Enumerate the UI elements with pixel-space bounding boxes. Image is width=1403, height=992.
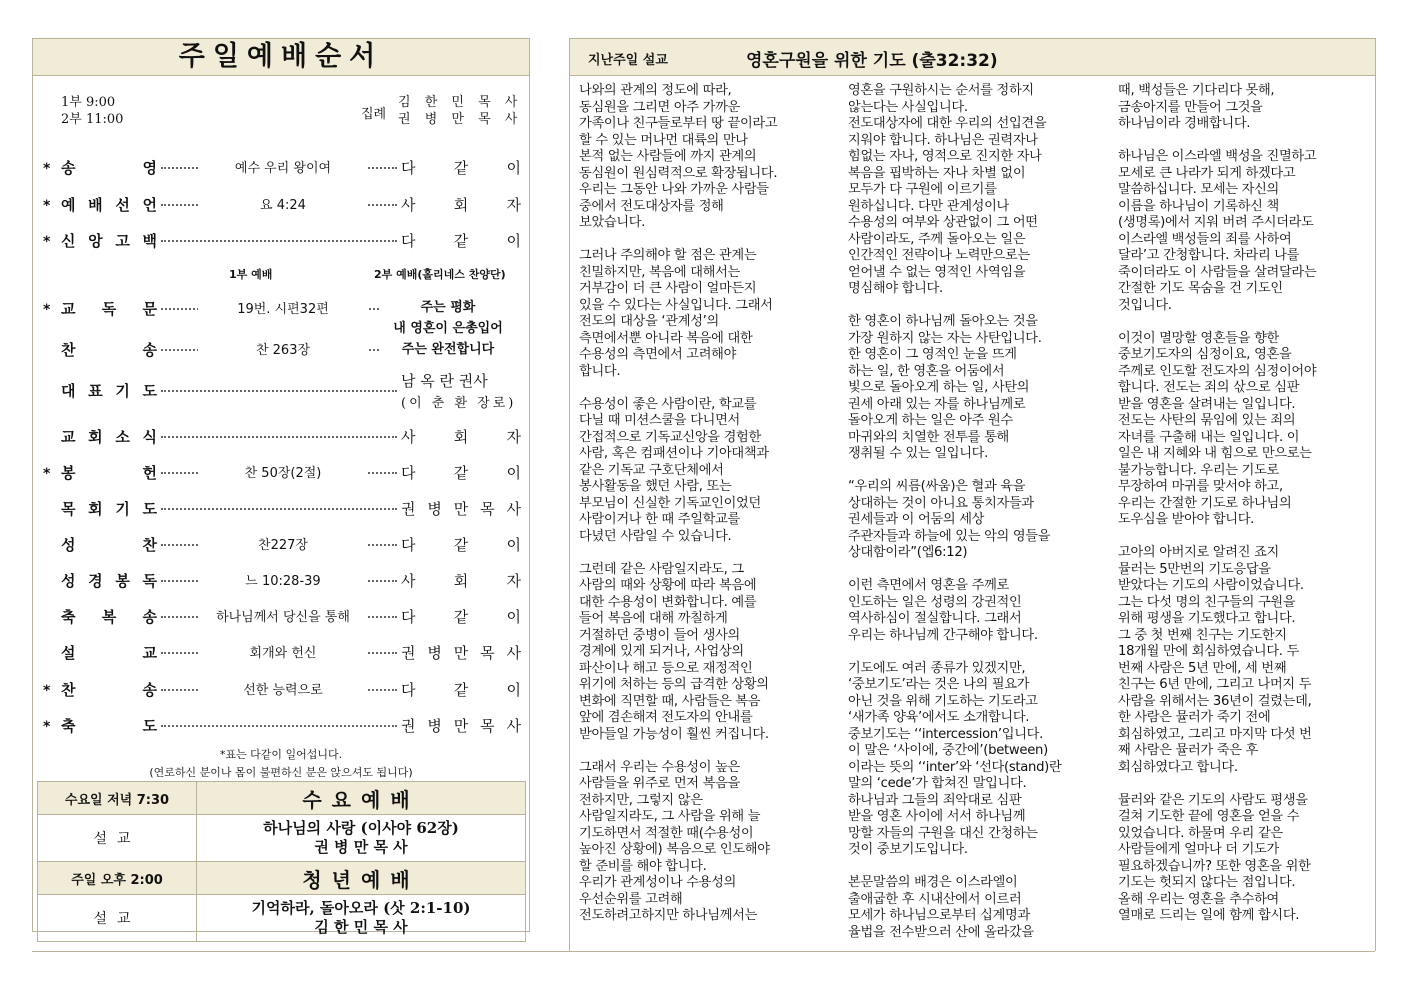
standing-note: *표는 다같이 일어섭니다. bbox=[219, 748, 343, 761]
order-row bbox=[33, 606, 529, 636]
order-row bbox=[33, 534, 529, 564]
order-star: * bbox=[43, 302, 51, 318]
order-leader: 다 같 이 bbox=[401, 232, 521, 250]
order-row bbox=[33, 372, 529, 411]
seated-note: (연로하신 분이나 몸이 불편하신 분은 앉으셔도 됩니다) bbox=[149, 766, 413, 779]
wed-preacher: 권 병 만 목 사 bbox=[314, 838, 408, 856]
order-detail: 하나님께서 당신을 통해 bbox=[198, 606, 368, 625]
order-name: 찬 송 bbox=[61, 681, 157, 699]
order-name: 봉 헌 bbox=[61, 464, 157, 482]
order-leader-dots bbox=[161, 240, 397, 242]
sermon-column-1: 나와의 관계의 정도에 따라, 동심원을 그리면 아주 가까운 가족이나 친구들로부터 땅 끝이라고 할 수 있는 머나먼 대륙의 만나 본적 없는 사람들에 까지 관계의 동심원이 원심력적으로 확장됩니다. 우리는 그동안 나와 가까운 사람들 중에서 전도대상자를 정해 보았습니다. 그러나 주의해야 할 점은 관계는 친밀하지만, 복음에 대해서는 거부감이 더 큰 사람이 얼마든지 있을 수 있다는 사실입니다. 그래서 전도의 대상을 ‘관계성’의 측면에서뿐 아니라 복음에 대한 수용성의 측면에서 고려해야 합니다. 수용성이 좋은 사람이란, 학교를 다닐 때 미션스쿨을 다니면서 간접적으로 기독교신앙을 경험한 사람, 혹은 컴패션이나 기아대책과 같은 기독교 구호단체에서 봉사활동을 했던 사람, 또는 부모님이 신실한 기독교인이었던 사람이거나 한 때 주일학교를 다녔던 사람일 수 있습니다. 그런데 같은 사람일지라도, 그 사람의 때와 상황에 따라 복음에 대한 수용성이 변화합니다. 예를 들어 복음에 대해 까칠하게 거절하던 중병이 들어 생사의 경계에 있게 되거나, 사업상의 파산이나 해고 등으로 재정적인 위기에 처하는 등의 급격한 상황의 변화에 직면할 때, 사람들은 복음 앞에 겸손해져 전도자의 안내를 받아들일 가능성이 훨씬 커집니다. 그래서 우리는 수용성이 높은 사람들을 위주로 먼저 복음을 전하지만, 그렇지 않은 사람일지라도, 그 사람을 위해 늘 기도하면서 적절한 때(수용성이 높아진 상황에) 복음으로 인도해야 할 준비를 해야 합니다. 우리가 관계성이나 수용성의 우선순위를 고려해 전도하려고하지만 하나님께서는 bbox=[579, 83, 778, 923]
order-name: 교 독 문 bbox=[61, 300, 157, 318]
part2-label: 2부 예배(홀리네스 찬양단) bbox=[374, 268, 506, 281]
order-row bbox=[33, 426, 529, 456]
order-leader: 사 회 자 bbox=[401, 572, 521, 590]
order-row bbox=[33, 498, 529, 528]
order-row bbox=[33, 642, 529, 672]
order-name: 찬 송 bbox=[61, 341, 157, 359]
wed-title: 수요예배 bbox=[197, 782, 526, 815]
part2-songs bbox=[373, 297, 523, 360]
wed-sermon bbox=[197, 815, 526, 862]
order-row bbox=[33, 462, 529, 492]
order-detail: 찬227장 bbox=[198, 534, 368, 553]
order-detail: 느 10:28-39 bbox=[198, 570, 368, 589]
order-row bbox=[33, 157, 529, 187]
order-star: * bbox=[43, 719, 51, 735]
order-name: 성 찬 bbox=[61, 536, 157, 554]
order-detail: 찬 263장 bbox=[198, 339, 368, 358]
order-name: 목 회 기 도 bbox=[61, 500, 157, 518]
order-name: 축 복 송 bbox=[61, 608, 157, 626]
order-name: 설 교 bbox=[61, 644, 157, 662]
sermon-label: 지난주일 설교 bbox=[588, 53, 668, 68]
part2-song-2: 내 영혼이 은총입어 bbox=[393, 321, 503, 336]
other-services-table bbox=[37, 781, 526, 942]
wed-sermon-label: 설교 bbox=[38, 815, 197, 862]
youth-sermon bbox=[197, 895, 526, 942]
youth-title: 청년예배 bbox=[197, 862, 526, 895]
order-leader: 남 옥 란 권사 bbox=[401, 372, 488, 390]
order-leader: 권 병 만 목 사 bbox=[401, 500, 521, 518]
youth-time: 주일 오후 2:00 bbox=[38, 862, 197, 895]
order-name: 교 회 소 식 bbox=[61, 428, 157, 446]
order-leader-dots bbox=[161, 436, 397, 438]
order-leader: 권 병 만 목 사 bbox=[401, 717, 521, 735]
sermon-column-2: 영혼을 구원하시는 순서를 정하지 않는다는 사실입니다. 전도대상자에 대한 우리의 선입견을 지워야 합니다. 하나님은 권력자나 힘없는 자나, 영적으로 진지한 자나 복음을 핍박하는 자나 차별 없이 모두가 다 구원에 이르기를 원하십니다. 다만 관계성이나 수용성의 여부와 상관없이 그 어떤 사람이라도, 주께 돌아오는 일은 인간적인 전략이나 노력만으로는 얻어낼 수 없는 영적인 사역임을 명심해야 합니다. 한 영혼이 하나님께 돌아오는 것을 가장 원하지 않는 자는 사탄입니다. 한 영혼이 그 영적인 눈을 뜨게 하는 일, 한 영혼을 어둠에서 빛으로 돌아오게 하는 일, 사탄의 권세 아래 있는 자를 하나님께로 돌아오게 하는 일은 아주 원수 마귀와의 치열한 전투를 통해 쟁취될 수 있는 일입니다. “우리의 씨름(싸움)은 혈과 육을 상대하는 것이 아니요 통치자들과 권세들과 이 어둠의 세상 주관자들과 하늘에 있는 악의 영들을 상대함이라”(엡6:12) 이런 측면에서 영혼을 주께로 인도하는 일은 성령의 강권적인 역사하심이 절실합니다. 그래서 우리는 하나님께 간구해야 합니다. 기도에도 여러 종류가 있겠지만, ‘중보기도’라는 것은 나의 필요가 아닌 것을 위해 기도하는 기도라고 ‘새가족 양육’에서도 소개합니다. 중보기도는 ‘‘intercession’입니다. 이 말은 ‘사이에, 중간에’(between) 이라는 뜻의 ‘‘inter’와 ‘선다(stand)란 말의 ‘cede’가 합쳐진 말입니다. 하나님과 그들의 죄악대로 심판 받을 영혼 사이에 서서 하나님께 망할 자들의 구원을 대신 간청하는 것이 중보기도입니다. 본문말씀의 배경은 이스라엘이 출애굽한 후 시내산에서 이르러 모세가 하나님으로부터 십계명과 율법을 전수받으러 산에 올라갔을 bbox=[848, 83, 1062, 940]
order-detail: 회개와 헌신 bbox=[198, 642, 368, 661]
order-row bbox=[33, 194, 529, 224]
order-leader: 권 병 만 목 사 bbox=[401, 644, 521, 662]
order-star: * bbox=[43, 466, 51, 482]
time-1: 1부 9:00 bbox=[61, 95, 116, 110]
order-name: 대 표 기 도 bbox=[61, 382, 157, 400]
time-2: 2부 11:00 bbox=[61, 112, 124, 127]
order-leader: 다 같 이 bbox=[401, 608, 521, 626]
order-star: * bbox=[43, 683, 51, 699]
presider-label: 집례 bbox=[361, 107, 387, 122]
youth-sermon-title: 기억하라, 돌아오라 (삿 2:1-10) bbox=[251, 899, 471, 917]
sermon-column-3: 때, 백성들은 기다리다 못해, 금송아지를 만들어 그것을 하나님이라 경배합니다. 하나님은 이스라엘 백성을 진멸하고 모세로 큰 나라가 되게 하겠다고 말씀하십니다. 모세는 자신의 이름을 하나님이 기록하신 책 (생명록)에서 지워 버려 주시더라도 이스라엘 백성들의 죄를 사하여 달라’고 간청합니다. 차라리 나를 죽이더라도 이 사람들을 살려달라는 간절한 기도 목숨을 건 기도인 것입니다. 이것이 멸망할 영혼들을 향한 중보기도자의 심정이요, 영혼을 주께로 인도할 전도자의 심정이어야 합니다. 전도는 죄의 삯으로 심판 받을 영혼을 살려내는 일입니다. 전도는 사탄의 묶임에 있는 죄의 자녀를 구출해 내는 일입니다. 이 일은 내 지혜와 내 힘으로 만으로는 불가능합니다. 우리는 기도로 무장하여 마귀를 맞서야 하고, 우리는 간절한 기도로 하나님의 도우심을 받아야 합니다. 고아의 아버지로 알려진 죠지 뮬러는 5만번의 기도응답을 받았다는 기도의 사람이었습니다. 그는 다섯 명의 친구들의 구원을 위해 평생을 기도했다고 합니다. 그 중 첫 번째 친구는 기도한지 18개월 만에 회심하였습니다. 두 번째 사람은 5년 만에, 세 번째 친구는 6년 만에, 그리고 나머지 두 사람을 위해서는 36년이 걸렸는데, 한 사람은 뮬러가 죽기 전에 회심하였고, 그리고 마지막 다섯 번 째 사람은 뮬러가 죽은 후 회심하였다고 합니다. 뮬러와 같은 기도의 사람도 평생을 걸쳐 기도한 끝에 영혼을 얻을 수 있었습니다. 하물며 우리 같은 사람들에게 얼마나 더 기도가 필요하겠습니까? 또한 영혼을 위한 기도는 헛되지 않다는 점입니다. 올해 우리는 영혼을 추수하여 열매로 드리는 일에 함께 합시다. bbox=[1118, 83, 1317, 923]
order-leader-dots bbox=[161, 725, 397, 727]
part2-song-3: 주는 완전합니다 bbox=[401, 342, 495, 357]
order-leader: 다 같 이 bbox=[401, 159, 521, 177]
order-leader: 다 같 이 bbox=[401, 536, 521, 554]
sermon-panel bbox=[569, 38, 1376, 951]
bottom-rule bbox=[32, 951, 1375, 952]
order-detail: 19번. 시편32편 bbox=[198, 298, 368, 317]
youth-preacher: 김 한 민 목 사 bbox=[314, 918, 408, 936]
presider-name-1: 김 한 민 목 사 bbox=[398, 95, 523, 110]
worship-order-panel bbox=[32, 38, 530, 936]
order-detail: 선한 능력으로 bbox=[198, 679, 368, 698]
order-detail: 찬 50장(2절) bbox=[198, 462, 368, 481]
sermon-title: 영혼구원을 위한 기도 (출32:32) bbox=[746, 51, 998, 71]
order-row bbox=[33, 230, 529, 260]
order-leader: 사 회 자 bbox=[401, 428, 521, 446]
wed-time: 수요일 저녁 7:30 bbox=[38, 782, 197, 815]
order-row bbox=[33, 715, 529, 745]
order-name: 송 영 bbox=[61, 159, 157, 177]
order-row bbox=[33, 570, 529, 600]
order-leader-dots bbox=[161, 390, 397, 392]
order-row bbox=[33, 679, 529, 709]
order-name: 성 경 봉 독 bbox=[61, 572, 157, 590]
order-star: * bbox=[43, 198, 51, 214]
order-detail: 예수 우리 왕이여 bbox=[198, 157, 368, 176]
order-leader-dots bbox=[161, 508, 397, 510]
order-leader: 다 같 이 bbox=[401, 464, 521, 482]
order-name: 예 배 선 언 bbox=[61, 196, 157, 214]
order-leader: 다 같 이 bbox=[401, 681, 521, 699]
youth-sermon-label: 설교 bbox=[38, 895, 197, 942]
order-leader: 사 회 자 bbox=[401, 196, 521, 214]
order-star: * bbox=[43, 234, 51, 250]
presider-name-2: 권 병 만 목 사 bbox=[398, 112, 523, 127]
service-times bbox=[61, 94, 123, 128]
part1-label: 1부 예배 bbox=[229, 268, 273, 281]
page-title: 주일예배순서 bbox=[33, 39, 529, 76]
order-leader-2: (이 춘 환 장로) bbox=[401, 396, 517, 411]
order-name: 축 도 bbox=[61, 717, 157, 735]
order-detail: 요 4:24 bbox=[198, 194, 368, 213]
order-name: 신 앙 고 백 bbox=[61, 232, 157, 250]
order-star: * bbox=[43, 161, 51, 177]
part2-song-1: 주는 평화 bbox=[420, 300, 476, 315]
wed-sermon-title: 하나님의 사랑 (이사야 62장) bbox=[263, 819, 459, 837]
sermon-header bbox=[570, 39, 1375, 76]
